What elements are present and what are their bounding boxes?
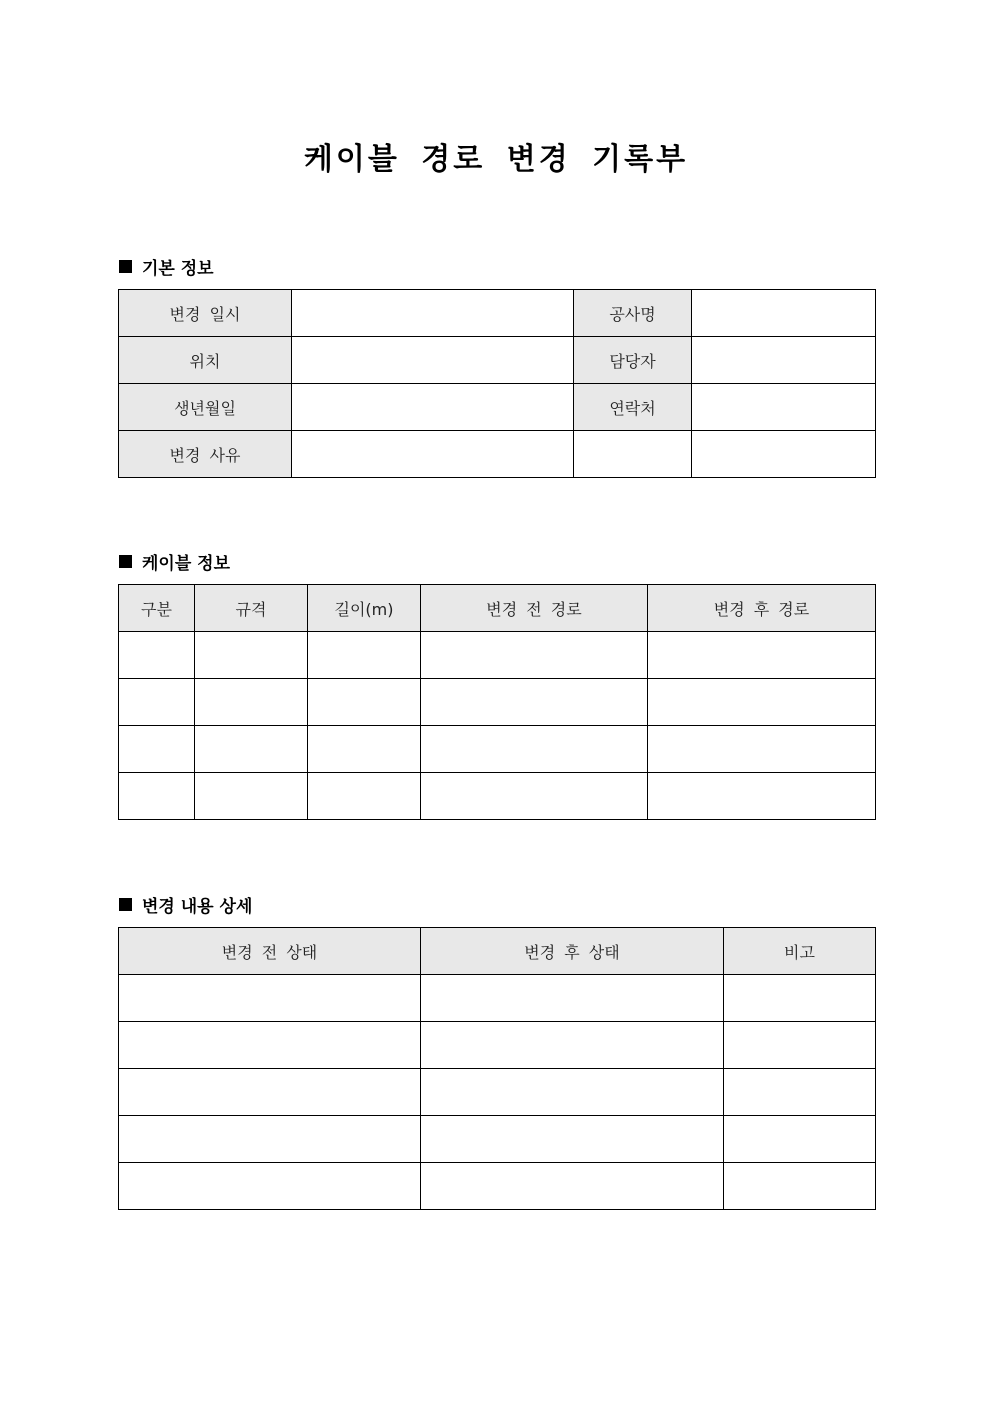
location-field[interactable] — [292, 337, 574, 384]
spec-cell[interactable] — [195, 632, 308, 679]
route-after-cell[interactable] — [648, 679, 876, 726]
remarks-cell[interactable] — [724, 1069, 876, 1116]
label-project-name: 공사명 — [574, 290, 692, 337]
state-before-cell[interactable] — [119, 1116, 421, 1163]
category-cell[interactable] — [119, 726, 195, 773]
person-in-charge-field[interactable] — [692, 337, 876, 384]
state-before-cell[interactable] — [119, 1022, 421, 1069]
category-cell[interactable] — [119, 679, 195, 726]
table-header-row — [119, 928, 876, 975]
document-title: 케이블 경로 변경 기록부 — [303, 142, 689, 177]
length-cell[interactable] — [308, 632, 421, 679]
route-before-cell[interactable] — [421, 773, 648, 820]
state-after-cell[interactable] — [421, 1116, 724, 1163]
cable-info-table — [118, 584, 876, 820]
birth-date-field[interactable] — [292, 384, 574, 431]
label-birth-date: 생년월일 — [119, 384, 292, 431]
spec-cell[interactable] — [195, 726, 308, 773]
blank-cell[interactable] — [692, 431, 876, 478]
blank-cell[interactable] — [574, 431, 692, 478]
table-row — [119, 1069, 876, 1116]
section-heading-label: 변경 내용 상세 — [142, 897, 253, 917]
length-cell[interactable] — [308, 773, 421, 820]
route-before-cell[interactable] — [421, 679, 648, 726]
length-cell[interactable] — [308, 726, 421, 773]
state-after-cell[interactable] — [421, 1163, 724, 1210]
table-row — [119, 1163, 876, 1210]
column-header-category: 구분 — [119, 585, 195, 632]
label-contact: 연락처 — [574, 384, 692, 431]
change-details-table — [118, 927, 876, 1210]
label-location: 위치 — [119, 337, 292, 384]
state-before-cell[interactable] — [119, 975, 421, 1022]
basic-info-table — [118, 289, 876, 478]
label-person-in-charge: 담당자 — [574, 337, 692, 384]
table-row — [119, 679, 876, 726]
spec-cell[interactable] — [195, 679, 308, 726]
table-header-row — [119, 585, 876, 632]
column-header-remarks: 비고 — [724, 928, 876, 975]
column-header-spec: 규격 — [195, 585, 308, 632]
length-cell[interactable] — [308, 679, 421, 726]
section-heading-cable-info — [119, 549, 230, 574]
spec-cell[interactable] — [195, 773, 308, 820]
route-after-cell[interactable] — [648, 632, 876, 679]
section-heading-change-details — [119, 892, 252, 917]
remarks-cell[interactable] — [724, 1022, 876, 1069]
label-change-reason: 변경 사유 — [119, 431, 292, 478]
table-row — [119, 632, 876, 679]
column-header-route-before: 변경 전 경로 — [421, 585, 648, 632]
state-after-cell[interactable] — [421, 1069, 724, 1116]
table-row — [119, 975, 876, 1022]
column-header-length: 길이(m) — [308, 585, 421, 632]
table-row — [119, 384, 876, 431]
square-bullet-icon — [119, 555, 132, 568]
remarks-cell[interactable] — [724, 1163, 876, 1210]
category-cell[interactable] — [119, 632, 195, 679]
square-bullet-icon — [119, 260, 132, 273]
column-header-state-before: 변경 전 상태 — [119, 928, 421, 975]
route-before-cell[interactable] — [421, 726, 648, 773]
state-before-cell[interactable] — [119, 1069, 421, 1116]
table-row — [119, 431, 876, 478]
column-header-state-after: 변경 후 상태 — [421, 928, 724, 975]
square-bullet-icon — [119, 898, 132, 911]
contact-field[interactable] — [692, 384, 876, 431]
table-row — [119, 1022, 876, 1069]
state-after-cell[interactable] — [421, 1022, 724, 1069]
section-heading-label: 케이블 정보 — [142, 554, 231, 574]
state-before-cell[interactable] — [119, 1163, 421, 1210]
table-row — [119, 290, 876, 337]
column-header-route-after: 변경 후 경로 — [648, 585, 876, 632]
remarks-cell[interactable] — [724, 1116, 876, 1163]
table-row — [119, 726, 876, 773]
table-row — [119, 1116, 876, 1163]
remarks-cell[interactable] — [724, 975, 876, 1022]
route-after-cell[interactable] — [648, 773, 876, 820]
route-before-cell[interactable] — [421, 632, 648, 679]
change-reason-field[interactable] — [292, 431, 574, 478]
table-row — [119, 337, 876, 384]
change-datetime-field[interactable] — [292, 290, 574, 337]
category-cell[interactable] — [119, 773, 195, 820]
label-change-datetime: 변경 일시 — [119, 290, 292, 337]
table-row — [119, 773, 876, 820]
section-heading-label: 기본 정보 — [142, 259, 214, 279]
section-heading-basic-info — [119, 254, 214, 279]
state-after-cell[interactable] — [421, 975, 724, 1022]
route-after-cell[interactable] — [648, 726, 876, 773]
project-name-field[interactable] — [692, 290, 876, 337]
